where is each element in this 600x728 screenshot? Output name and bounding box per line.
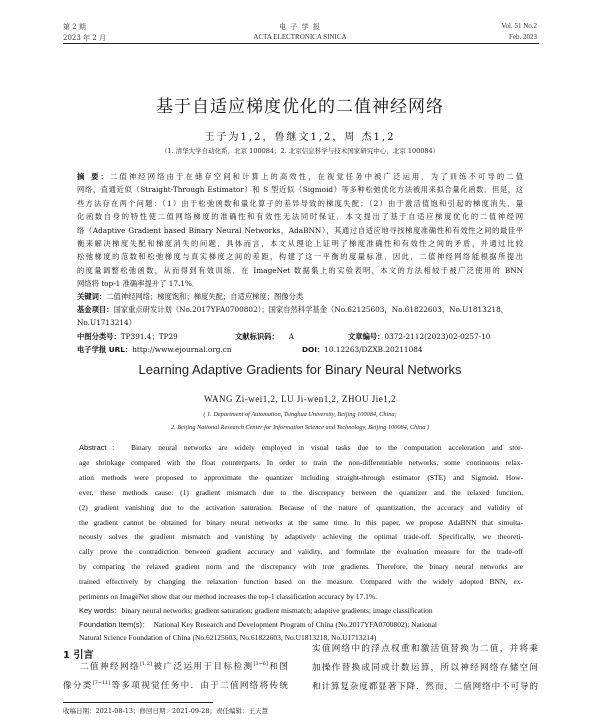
abstract-en-line: age shrinkage compared with the float counterparts. In order to train the non-differentiable networks, some continuous relax- xyxy=(79,457,523,467)
abstract-en-line: cally prove the contradiction between gradient accuracy and validity, and formulate the evaluation measure for the trade-off xyxy=(79,547,523,557)
abstract-cn-line: 网络，直通近似（Straight-Through Estimator）和 S 型近似（Sigmoid）等多种松弛优化方法被用来拟合量化函数．但是，这 xyxy=(77,185,523,195)
authors-cn: 王子为1,2，鲁继文1,2，周 杰1,2 xyxy=(204,132,396,143)
intro-right-column xyxy=(312,640,538,697)
foundation-en-text: National Key Research and Development Program of China (No.2017YFA0700802); National xyxy=(153,620,437,629)
fund-cn-text: 国家重点研发计划（No.2017YFA0700802）；国家自然科学基金（No.62125603，No.61822603，No.U1813218， xyxy=(113,305,509,314)
fund-cn-cont: No.U1713214） xyxy=(77,318,136,327)
abstract-en-line: trained effectively by changing the relaxation function based on the measure. Compared with the widely adopted BNN, ex- xyxy=(79,577,523,587)
clc-number xyxy=(77,332,178,342)
article-number xyxy=(348,332,490,342)
citation[interactable]: [1,2] xyxy=(140,661,152,668)
foundation-en xyxy=(79,619,437,630)
paper-title-en: Learning Adaptive Gradients for Binary Neural Networks xyxy=(138,362,462,377)
intro-text: 和图 xyxy=(267,662,288,672)
citation[interactable]: [7~11] xyxy=(92,680,111,687)
abstract-en xyxy=(79,441,523,605)
intro-left-line xyxy=(63,658,288,677)
foundation-en-label: Foundation Item(s)： xyxy=(79,620,150,629)
abstract-en-line xyxy=(79,441,523,456)
section-heading-intro: 1 引言 xyxy=(63,650,94,661)
keywords-en-text: binary neural networks; gradient saturation; gradient mismatch; adaptive gradients; image classification xyxy=(121,606,433,615)
affiliation-en-2: 2. Beijing National Research Center for Information Science and Technology, Beijing 100084, China ) xyxy=(170,424,430,431)
intro-right-line: 和计算复杂度都显著下降．然而，二值网络中不可导的 xyxy=(312,682,538,692)
volume-number: Vol. 51 No.2 xyxy=(501,22,537,30)
clc-label: 中图分类号： xyxy=(77,332,121,341)
issue-number: 第 2 期 xyxy=(63,23,86,31)
journal-url xyxy=(77,345,232,355)
affiliation-cn: （1. 清华大学自动化系，北京 100084；2. 北京信息科学与技术国家研究中心，北京 100084） xyxy=(160,147,440,155)
abstract-en-line: ation methods were proposed to approximate the quantizer including straight-through estimator (STE) and Sigmoid. How- xyxy=(79,472,523,482)
fund-cn xyxy=(77,305,508,315)
abstract-cn-line: 些方法存在两个问题：（1）由于松弛函数和量化算子的差异导致的梯度失配；（2）由于激活值饱和引起的梯度消失．量 xyxy=(77,198,523,208)
abstract-cn-line: 衡来解决梯度失配和梯度消失的问题．具体而言，本文从理论上证明了梯度准确性和有效性之间的矛盾，并通过比较 xyxy=(77,239,523,249)
citation[interactable]: [3~6] xyxy=(253,661,268,668)
intro-left-line xyxy=(63,677,288,696)
intro-text: 等多项视觉任务中．由于二值网络将传统 xyxy=(110,681,288,691)
keywords-cn-text: 二值神经网络；梯度饱和；梯度失配；自适应梯度；图像分类 xyxy=(106,292,304,301)
abstract-cn-line xyxy=(77,170,523,183)
doi xyxy=(302,345,423,355)
article-number-label: 文章编号： xyxy=(348,332,385,341)
doc-code xyxy=(235,332,294,342)
intro-text: 被广泛运用于目标检测 xyxy=(151,662,254,672)
abstract-en-line: ever, these methods cause: (1) gradient mismatch due to the discrepancy between the quantizer and the relaxed function, xyxy=(79,487,523,497)
intro-left-column xyxy=(63,658,288,696)
abstract-cn-line: 化函数自身的特性使二值网络梯度的准确性和有效性无法同时保证．本文提出了基于自适应梯度优化的二值神经网 xyxy=(77,212,523,222)
paper-title-cn: 基于自适应梯度优化的二值神经网络 xyxy=(156,97,444,117)
header-rule xyxy=(63,43,539,44)
abstract-cn-line: 的度量调整松弛函数，从而得到有效训练．在 ImageNet 数据集上的实验表明，本文的方法相较于被广泛使用的 BNN xyxy=(77,265,523,275)
abstract-en-text: Binary neural networks are widely employed in visual tasks due to the computation acceleration and stor- xyxy=(130,443,523,452)
abstract-en-line: (2) gradient vanishing due to the activation saturation. Because of the nature of quantization, the accuracy and validity of xyxy=(79,502,523,512)
article-number-value: 0372-2112(2023)02-0257-10 xyxy=(384,332,491,341)
abstract-en-line: neously solves the gradient mismatch and vanishing by adaptively achieving the optimal trade-off. Specifically, we theoreti- xyxy=(79,532,523,542)
abstract-en-line: periments on ImageNet show that our method increases the top-1 classification accuracy by 17.1%. xyxy=(79,592,378,602)
abstract-cn xyxy=(77,170,523,291)
doc-code-label: 文献标识码： xyxy=(235,332,279,341)
intro-right-line: 加操作替换成同或计数运算，所以神经网络存储空间 xyxy=(312,663,538,673)
abstract-cn-line: 络（Adaptive Gradient based Binary Neural Networks，AdaBNN），其通过自适应地寻找梯度准确性和有效性之间的最佳平 xyxy=(77,225,523,235)
received-date-note: 收稿日期：2021-08-13；修回日期：2021-09-28；责任编辑：王天慧 xyxy=(63,707,268,715)
abstract-cn-label: 摘 要： xyxy=(77,172,110,181)
authors-en: WANG Zi-wei1,2, LU Ji-wen1,2, ZHOU Jie1,2 xyxy=(204,394,396,404)
journal-name-cn: 电 子 学 报 xyxy=(279,23,321,31)
keywords-en xyxy=(79,605,433,616)
issue-date-en: Feb. 2023 xyxy=(509,33,537,41)
affiliation-en-1: ( 1. Department of Automation, Tsinghua University, Beijing 100084, China; xyxy=(203,411,397,418)
journal-url-label: 电子学报 URL： xyxy=(77,345,133,354)
intro-text: 像分类 xyxy=(63,681,93,691)
journal-url-link[interactable]: http://www.ejournal.org.cn xyxy=(132,345,232,354)
abstract-en-label: Abstract： xyxy=(79,443,125,452)
abstract-en-line: by comparing the relaxed gradient norm and the discrepancy with true gradients. Therefore, the binary neural networks are xyxy=(79,562,523,572)
intro-right-line: 实值网络中的浮点权重和激活值替换为二值，并将乘 xyxy=(312,644,538,654)
abstract-cn-text: 二值神经网络由于在储存空间和计算上的高效性，在视觉任务中被广泛运用．为了训练不可导的二值 xyxy=(109,172,523,181)
clc-value: TP391.4；TP29 xyxy=(120,332,178,341)
abstract-en-line: the gradient cannot be obtained for binary neural networks at the same time. In this paper, we propose AdaBNN that simulta- xyxy=(79,517,523,527)
abstract-cn-line: 网络将 top-1 准确率提升了 17.1%． xyxy=(77,279,200,289)
abstract-cn-line: 松弛梯度的范数和松弛梯度与真实梯度之间的差距，构建了这一平衡的度量标准．因此，二值神经网络能根据所提出 xyxy=(77,252,523,262)
fund-cn-label: 基金项目： xyxy=(77,305,114,314)
journal-name-en: ACTA ELECTRONICA SINICA xyxy=(253,33,347,41)
keywords-cn-label: 关键词： xyxy=(77,292,107,301)
doi-label: DOI： xyxy=(302,345,325,354)
keywords-cn xyxy=(77,292,303,302)
issue-date-cn: 2023 年 2 月 xyxy=(63,34,106,42)
foundation-en-cont: Natural Science Foundation of China (No.62125603, No.61822603, No.U1813218, No.U1713214) xyxy=(79,633,377,642)
keywords-en-label: Key words： xyxy=(79,606,122,615)
doc-code-value: A xyxy=(288,332,295,341)
doi-value[interactable]: 10.12263/DZXB.20211084 xyxy=(324,345,423,354)
footnote-rule xyxy=(63,702,213,703)
intro-text: 二值神经网络 xyxy=(80,662,141,672)
